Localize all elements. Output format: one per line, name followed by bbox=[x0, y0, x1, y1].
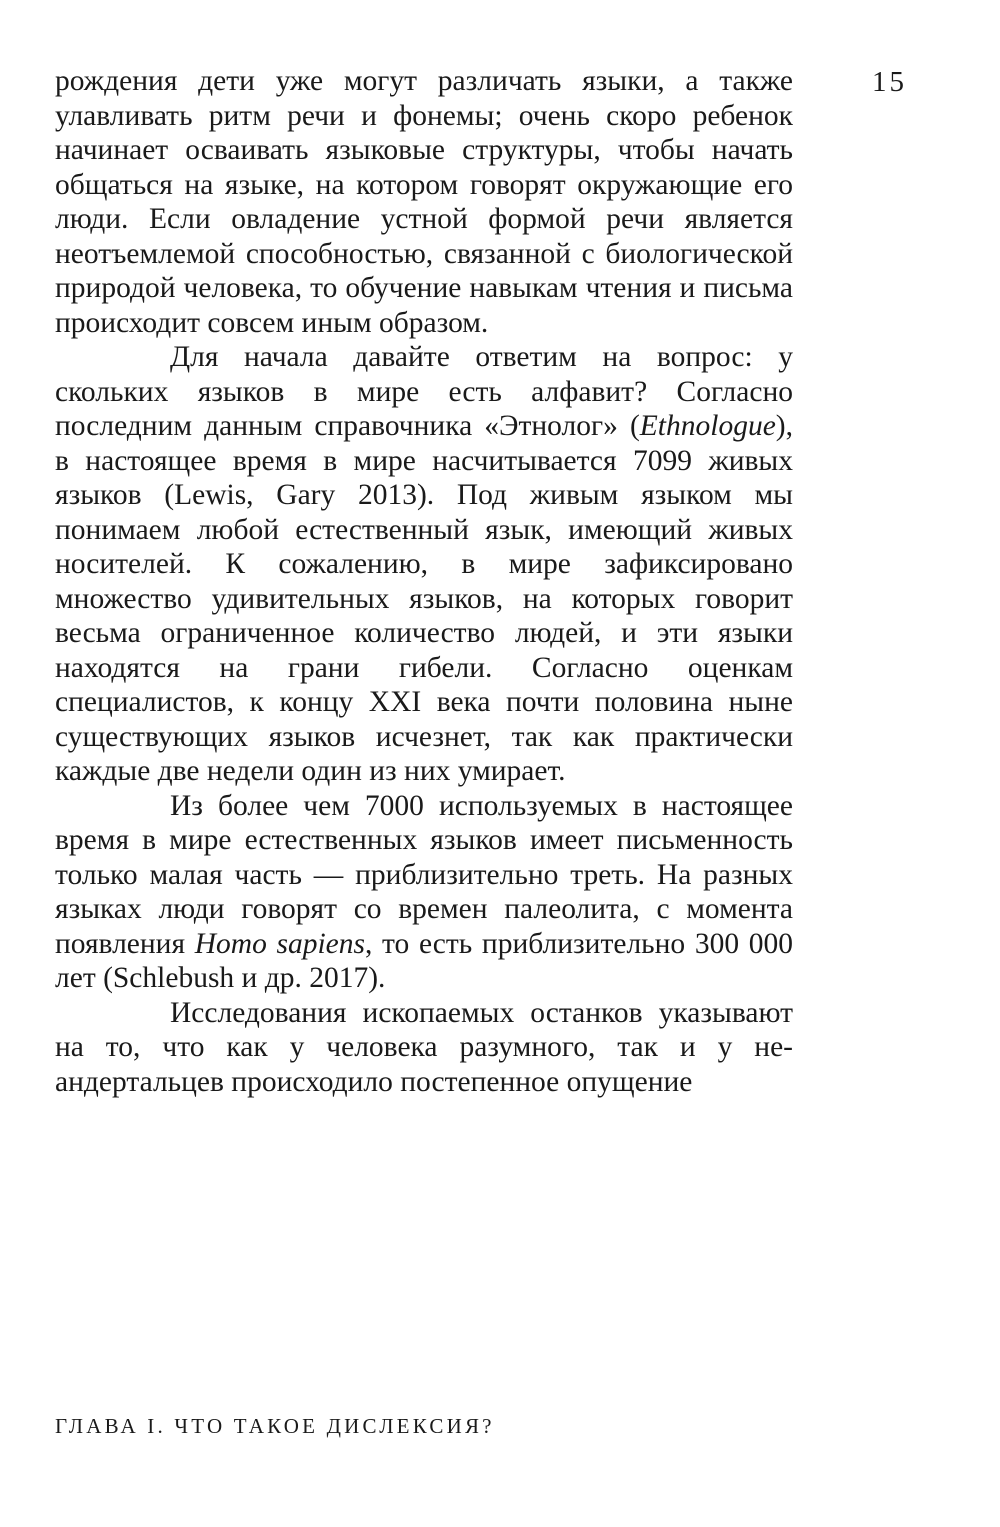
paragraph-3-text-b: , то есть приблизительно 300 000 лет (Schlebush и др. 2017). bbox=[55, 927, 793, 994]
paragraph-2-text-b: ), в настоящее время в мире насчитывается 7099 живых языков (Lewis, Gary 2013). Под живым языком мы понимаем любой естественный язык, имеющий живых носителей. К сожалению, в мире зафиксировано множество удивительных языков, на которых говорит весьма ограниченное количество людей, и эти языки находятся на грани гибели. Согласно оценкам специалистов, к концу XXI века почти половина ныне существующих языков исчезнет, так как практически каждые две недели один из них умирает. bbox=[55, 410, 793, 787]
paragraph-3-italic-homo-sapiens: Homo sapiens bbox=[194, 927, 365, 960]
paragraph-2 bbox=[55, 340, 793, 789]
paragraph-4: Исследования ископаемых останков указывают на то, что как у человека разумного, так и у неандертальцев происходило постепенное опущение bbox=[55, 996, 793, 1098]
paragraph-3 bbox=[55, 789, 793, 996]
paragraph-2-text-a: Для начала давайте ответим на вопрос: у скольких языков в мире есть алфавит? Согласно последним данным справочника «Этнолог» ( bbox=[55, 341, 793, 442]
running-footer: ГЛАВА I. ЧТО ТАКОЕ ДИСЛЕКСИЯ? bbox=[55, 1414, 495, 1438]
body-text bbox=[55, 64, 793, 1099]
paragraph-3-text-a: Из более чем 7000 используемых в настоящее время в мире естественных языков имеет письменность только малая часть — приблизительно треть. На разных языках люди говорят со времен палеолита, с момента появления bbox=[55, 789, 793, 960]
page-number: 15 bbox=[872, 66, 907, 98]
paragraph-2-italic-ethnologue: Ethnologue bbox=[639, 410, 776, 442]
paragraph-1: рождения дети уже могут различать языки, а также улавливать ритм речи и фонемы; очень скоро ребенок начинает осваивать языковые структуры, чтобы начать общаться на языке, на котором говорят окружающие его люди. Если овладение устной формой речи является неотъемлемой способностью, связанной с биологической природой человека, то обучение навыкам чтения и письма происходит совсем иным образом. bbox=[55, 65, 793, 339]
